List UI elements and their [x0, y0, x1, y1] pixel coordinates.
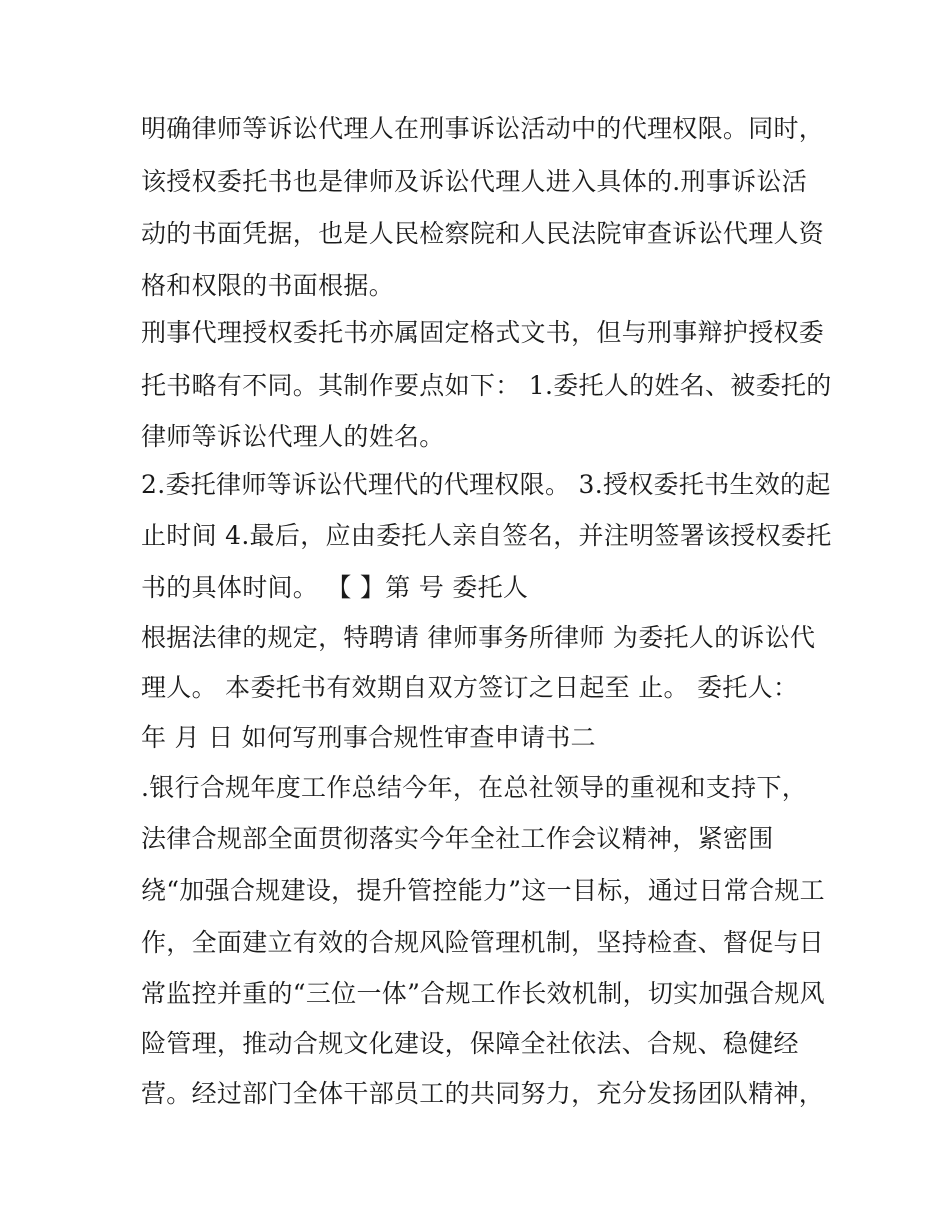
- text-line: .银行合规年度工作总结今年，在总社领导的重视和支持下，: [141, 773, 808, 802]
- text-line: 刑事代理授权委托书亦属固定格式文书，但与刑事辩护授权委: [141, 318, 825, 347]
- text-line: 营。经过部门全体干部员工的共同努力，充分发扬团队精神，: [141, 1079, 825, 1108]
- text-line: 2.委托律师等诉讼代理代的代理权限。 3.授权委托书生效的起: [141, 470, 831, 499]
- text-line: 法律合规部全面贯彻落实今年全社工作会议精神，紧密围: [141, 824, 774, 853]
- text-line: 托书略有不同。其制作要点如下： 1.委托人的姓名、被委托的: [141, 371, 832, 400]
- text-line: 年 月 日 如何写刑事合规性审查申请书二: [141, 723, 596, 752]
- text-line: 明确律师等诉讼代理人在刑事诉讼活动中的代理权限。同时，: [141, 114, 825, 143]
- text-line: 根据法律的规定，特聘请 律师事务所律师 为委托人的诉讼代: [141, 623, 816, 652]
- text-line: 该授权委托书也是律师及诉讼代理人进入具体的.刑事诉讼活: [141, 167, 808, 196]
- text-line: 作，全面建立有效的合规风险管理机制，坚持检查、督促与日: [141, 928, 825, 957]
- text-line: 险管理，推动合规文化建设，保障全社依法、合规、稳健经: [141, 1029, 799, 1058]
- text-line: 格和权限的书面根据。: [141, 271, 395, 300]
- text-line: 止时间 4.最后，应由委托人亲自签名，并注明签署该授权委托: [141, 521, 832, 550]
- text-line: 律师等诉讼代理人的姓名。: [141, 422, 445, 451]
- text-line: 动的书面凭据，也是人民检察院和人民法院审查诉讼代理人资: [141, 219, 825, 248]
- text-line: 常监控并重的“三位一体”合规工作长效机制，切实加强合规风: [141, 979, 825, 1008]
- text-line: 绕“加强合规建设，提升管控能力”这一目标，通过日常合规工: [141, 876, 825, 905]
- text-line: 书的具体时间。 【 】第 号 委托人: [141, 573, 529, 602]
- text-line: 理人。 本委托书有效期自双方签订之日起至 止。 委托人：: [141, 673, 799, 702]
